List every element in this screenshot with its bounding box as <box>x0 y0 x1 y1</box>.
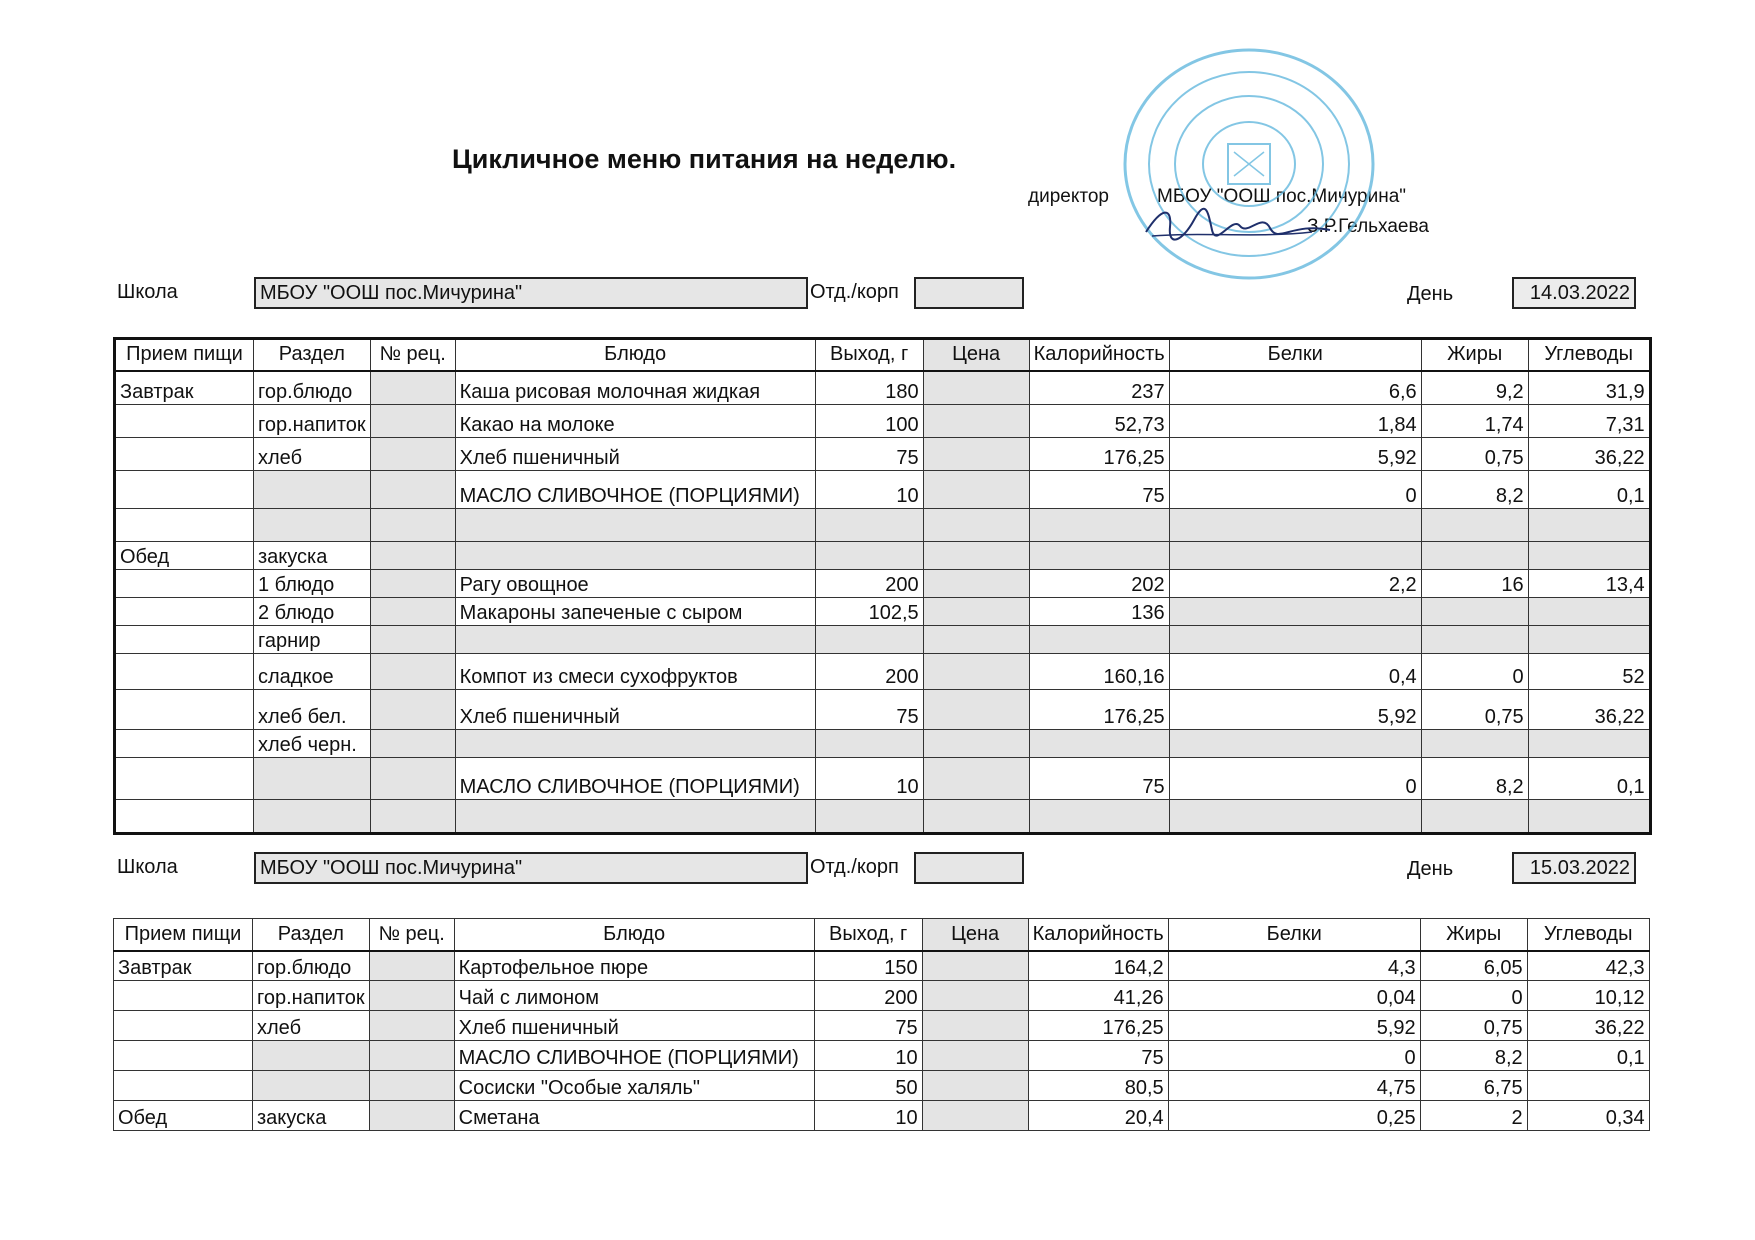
cell-price <box>922 1011 1028 1041</box>
cell-dish: Каша рисовая молочная жидкая <box>455 371 815 405</box>
cell-rec <box>369 1101 454 1131</box>
cell-dish <box>455 800 815 834</box>
cell-out: 10 <box>815 471 923 509</box>
table-header-row <box>114 919 1650 951</box>
cell-prot: 0,25 <box>1168 1101 1420 1131</box>
table-row <box>114 1071 1650 1101</box>
day-label: День <box>1407 283 1454 305</box>
table-row <box>115 371 1651 405</box>
cell-dish: Какао на молоке <box>455 405 815 438</box>
cell-kcal <box>1029 800 1169 834</box>
column-header: Углеводы <box>1528 339 1650 371</box>
cell-rec <box>370 598 455 626</box>
cell-carb <box>1528 509 1650 542</box>
school-field: МБОУ "ООШ пос.Мичурина" <box>254 852 808 884</box>
table-row <box>115 800 1651 834</box>
cell-price <box>923 371 1029 405</box>
cell-out: 75 <box>815 690 923 730</box>
meal-name-cell <box>114 981 253 1011</box>
cell-price <box>923 471 1029 509</box>
column-header: Калорийность <box>1029 339 1169 371</box>
cell-section: хлеб бел. <box>254 690 371 730</box>
menu-table <box>113 918 1650 1131</box>
cell-prot <box>1169 730 1421 758</box>
cell-price <box>923 598 1029 626</box>
cell-fat <box>1421 542 1528 570</box>
approval-name: З.Р.Гельхаева <box>1307 216 1429 237</box>
column-header: Жиры <box>1421 339 1528 371</box>
cell-rec <box>370 730 455 758</box>
cell-price <box>923 730 1029 758</box>
cell-kcal <box>1029 509 1169 542</box>
table-row <box>115 730 1651 758</box>
column-header: № рец. <box>369 919 454 951</box>
cell-rec <box>370 542 455 570</box>
meal-name-cell <box>114 1011 253 1041</box>
meal-name-cell <box>115 570 254 598</box>
approval-org: МБОУ "ООШ пос.Мичурина" <box>1157 186 1407 207</box>
table-header-row <box>115 339 1651 371</box>
table-row <box>115 471 1651 509</box>
cell-carb <box>1527 1071 1649 1101</box>
cell-kcal: 176,25 <box>1029 438 1169 471</box>
meal-name-cell <box>115 800 254 834</box>
cell-out: 75 <box>814 1011 922 1041</box>
dept-label: Отд./корп <box>810 281 899 303</box>
cell-section: гор.блюдо <box>253 951 370 981</box>
cell-price <box>922 1071 1028 1101</box>
cell-fat: 0,75 <box>1421 690 1528 730</box>
cell-price <box>923 758 1029 800</box>
cell-carb: 13,4 <box>1528 570 1650 598</box>
cell-fat: 0 <box>1421 654 1528 690</box>
column-header: Выход, г <box>814 919 922 951</box>
cell-dish: Хлеб пшеничный <box>455 690 815 730</box>
cell-rec <box>370 800 455 834</box>
cell-prot <box>1169 542 1421 570</box>
cell-price <box>923 509 1029 542</box>
cell-dish: Сметана <box>454 1101 814 1131</box>
cell-rec <box>370 570 455 598</box>
cell-section <box>253 1041 370 1071</box>
dept-field <box>914 277 1024 309</box>
table-row <box>115 438 1651 471</box>
meal-name-cell: Обед <box>114 1101 253 1131</box>
table-row <box>115 598 1651 626</box>
table-row <box>114 981 1650 1011</box>
table-row <box>115 758 1651 800</box>
cell-carb <box>1528 626 1650 654</box>
column-header: Цена <box>922 919 1028 951</box>
meal-name-cell <box>115 438 254 471</box>
cell-out: 200 <box>815 654 923 690</box>
cell-section: гор.напиток <box>254 405 371 438</box>
cell-prot: 1,84 <box>1169 405 1421 438</box>
cell-carb: 0,34 <box>1527 1101 1649 1131</box>
cell-out: 10 <box>815 758 923 800</box>
table-row <box>115 405 1651 438</box>
cell-dish: Рагу овощное <box>455 570 815 598</box>
date-field: 15.03.2022 <box>1512 852 1636 884</box>
cell-price <box>923 690 1029 730</box>
cell-kcal <box>1029 542 1169 570</box>
cell-rec <box>370 371 455 405</box>
meal-name-cell <box>115 598 254 626</box>
cell-dish: Картофельное пюре <box>454 951 814 981</box>
cell-section <box>254 471 371 509</box>
school-field: МБОУ "ООШ пос.Мичурина" <box>254 277 808 309</box>
cell-fat: 6,75 <box>1420 1071 1527 1101</box>
cell-dish: Сосиски "Особые халяль" <box>454 1071 814 1101</box>
meal-name-cell <box>115 654 254 690</box>
cell-rec <box>369 951 454 981</box>
meal-name-cell: Завтрак <box>114 951 253 981</box>
cell-dish <box>455 509 815 542</box>
cell-kcal: 176,25 <box>1028 1011 1168 1041</box>
cell-price <box>922 981 1028 1011</box>
cell-section <box>254 800 371 834</box>
cell-fat: 9,2 <box>1421 371 1528 405</box>
cell-section: хлеб черн. <box>254 730 371 758</box>
column-header: Углеводы <box>1527 919 1649 951</box>
cell-section: гор.блюдо <box>254 371 371 405</box>
cell-out: 75 <box>815 438 923 471</box>
cell-rec <box>369 981 454 1011</box>
cell-rec <box>370 471 455 509</box>
meal-name-cell <box>115 405 254 438</box>
cell-section <box>254 758 371 800</box>
table-row <box>114 951 1650 981</box>
cell-kcal <box>1029 626 1169 654</box>
meal-name-cell <box>115 471 254 509</box>
column-header: Жиры <box>1420 919 1527 951</box>
cell-section: гор.напиток <box>253 981 370 1011</box>
cell-fat: 0 <box>1420 981 1527 1011</box>
cell-price <box>922 1101 1028 1131</box>
column-header: Раздел <box>253 919 370 951</box>
cell-rec <box>370 438 455 471</box>
cell-dish: МАСЛО СЛИВОЧНОЕ (ПОРЦИЯМИ) <box>455 758 815 800</box>
cell-section <box>254 509 371 542</box>
column-header: Цена <box>923 339 1029 371</box>
column-header: Блюдо <box>454 919 814 951</box>
cell-dish: Хлеб пшеничный <box>455 438 815 471</box>
meal-name-cell <box>115 626 254 654</box>
table-row <box>115 542 1651 570</box>
cell-dish <box>455 730 815 758</box>
cell-prot: 5,92 <box>1169 438 1421 471</box>
meal-name-cell <box>115 690 254 730</box>
cell-kcal: 80,5 <box>1028 1071 1168 1101</box>
cell-price <box>923 438 1029 471</box>
cell-prot: 2,2 <box>1169 570 1421 598</box>
table-row <box>114 1041 1650 1071</box>
column-header: № рец. <box>370 339 455 371</box>
cell-prot: 0,04 <box>1168 981 1420 1011</box>
cell-carb: 36,22 <box>1528 438 1650 471</box>
dept-label: Отд./корп <box>810 856 899 878</box>
cell-prot: 0 <box>1169 471 1421 509</box>
column-header: Белки <box>1169 339 1421 371</box>
cell-carb <box>1528 800 1650 834</box>
cell-dish: Макароны запеченые с сыром <box>455 598 815 626</box>
cell-prot: 6,6 <box>1169 371 1421 405</box>
table-row <box>114 1101 1650 1131</box>
cell-out: 10 <box>814 1101 922 1131</box>
cell-carb: 0,1 <box>1528 471 1650 509</box>
column-header: Раздел <box>254 339 371 371</box>
cell-kcal: 176,25 <box>1029 690 1169 730</box>
cell-section: закуска <box>253 1101 370 1131</box>
school-label: Школа <box>117 281 178 303</box>
cell-fat: 1,74 <box>1421 405 1528 438</box>
cell-kcal: 75 <box>1029 758 1169 800</box>
cell-dish: Компот из смеси сухофруктов <box>455 654 815 690</box>
cell-carb <box>1528 598 1650 626</box>
cell-fat: 6,05 <box>1420 951 1527 981</box>
cell-out: 10 <box>814 1041 922 1071</box>
cell-carb: 10,12 <box>1527 981 1649 1011</box>
table-row <box>115 690 1651 730</box>
cell-price <box>922 1041 1028 1071</box>
cell-rec <box>370 509 455 542</box>
cell-rec <box>370 405 455 438</box>
cell-section <box>253 1071 370 1101</box>
cell-kcal: 20,4 <box>1028 1101 1168 1131</box>
table-row <box>115 570 1651 598</box>
meal-name-cell <box>114 1041 253 1071</box>
cell-dish: МАСЛО СЛИВОЧНОЕ (ПОРЦИЯМИ) <box>454 1041 814 1071</box>
cell-section: хлеб <box>254 438 371 471</box>
cell-prot: 5,92 <box>1168 1011 1420 1041</box>
cell-out: 50 <box>814 1071 922 1101</box>
meal-name-cell <box>115 758 254 800</box>
cell-rec <box>370 654 455 690</box>
dept-field <box>914 852 1024 884</box>
cell-rec <box>369 1011 454 1041</box>
cell-kcal: 41,26 <box>1028 981 1168 1011</box>
cell-prot: 4,3 <box>1168 951 1420 981</box>
cell-carb: 36,22 <box>1527 1011 1649 1041</box>
column-header: Калорийность <box>1028 919 1168 951</box>
cell-rec <box>369 1041 454 1071</box>
cell-price <box>923 626 1029 654</box>
cell-prot: 0 <box>1168 1041 1420 1071</box>
cell-fat <box>1421 598 1528 626</box>
cell-out <box>815 800 923 834</box>
cell-out: 200 <box>815 570 923 598</box>
cell-dish <box>455 626 815 654</box>
cell-dish: Чай с лимоном <box>454 981 814 1011</box>
cell-section: сладкое <box>254 654 371 690</box>
cell-prot: 0,4 <box>1169 654 1421 690</box>
cell-out <box>815 509 923 542</box>
cell-section: 1 блюдо <box>254 570 371 598</box>
cell-prot <box>1169 800 1421 834</box>
column-header: Прием пищи <box>115 339 254 371</box>
column-header: Белки <box>1168 919 1420 951</box>
cell-out: 180 <box>815 371 923 405</box>
signature <box>1142 202 1332 248</box>
column-header: Выход, г <box>815 339 923 371</box>
cell-out <box>815 730 923 758</box>
cell-fat: 8,2 <box>1421 471 1528 509</box>
cell-out: 200 <box>814 981 922 1011</box>
table-row <box>115 654 1651 690</box>
cell-prot <box>1169 598 1421 626</box>
cell-carb <box>1528 542 1650 570</box>
column-header: Прием пищи <box>114 919 253 951</box>
menu-table <box>113 337 1652 835</box>
date-field: 14.03.2022 <box>1512 277 1636 309</box>
cell-fat <box>1421 509 1528 542</box>
cell-section: хлеб <box>253 1011 370 1041</box>
cell-section: 2 блюдо <box>254 598 371 626</box>
cell-kcal: 75 <box>1028 1041 1168 1071</box>
meal-name-cell: Обед <box>115 542 254 570</box>
cell-kcal: 52,73 <box>1029 405 1169 438</box>
cell-fat <box>1421 800 1528 834</box>
cell-prot <box>1169 509 1421 542</box>
page-title: Цикличное меню питания на неделю. <box>452 144 957 174</box>
column-header: Блюдо <box>455 339 815 371</box>
cell-out: 150 <box>814 951 922 981</box>
cell-carb: 31,9 <box>1528 371 1650 405</box>
cell-kcal: 75 <box>1029 471 1169 509</box>
cell-fat: 0,75 <box>1420 1011 1527 1041</box>
approval-position: директор <box>1028 186 1109 207</box>
meal-name-cell: Завтрак <box>115 371 254 405</box>
cell-carb: 7,31 <box>1528 405 1650 438</box>
cell-prot <box>1169 626 1421 654</box>
meal-name-cell <box>114 1071 253 1101</box>
cell-price <box>923 570 1029 598</box>
table-row <box>114 1011 1650 1041</box>
cell-kcal: 136 <box>1029 598 1169 626</box>
cell-out: 100 <box>815 405 923 438</box>
cell-rec <box>369 1071 454 1101</box>
cell-rec <box>370 758 455 800</box>
cell-carb: 0,1 <box>1528 758 1650 800</box>
cell-rec <box>370 626 455 654</box>
cell-kcal: 202 <box>1029 570 1169 598</box>
cell-price <box>923 800 1029 834</box>
cell-fat: 8,2 <box>1421 758 1528 800</box>
cell-price <box>922 951 1028 981</box>
cell-prot: 5,92 <box>1169 690 1421 730</box>
cell-fat <box>1421 730 1528 758</box>
cell-kcal: 164,2 <box>1028 951 1168 981</box>
cell-price <box>923 654 1029 690</box>
table-row <box>115 509 1651 542</box>
cell-section: закуска <box>254 542 371 570</box>
stamp-seal <box>1118 44 1380 284</box>
cell-out <box>815 542 923 570</box>
table-row <box>115 626 1651 654</box>
cell-fat: 2 <box>1420 1101 1527 1131</box>
cell-dish <box>455 542 815 570</box>
cell-carb: 42,3 <box>1527 951 1649 981</box>
cell-fat: 16 <box>1421 570 1528 598</box>
cell-kcal: 160,16 <box>1029 654 1169 690</box>
cell-out: 102,5 <box>815 598 923 626</box>
cell-fat <box>1421 626 1528 654</box>
cell-fat: 0,75 <box>1421 438 1528 471</box>
cell-out <box>815 626 923 654</box>
cell-prot: 4,75 <box>1168 1071 1420 1101</box>
meal-name-cell <box>115 730 254 758</box>
cell-kcal: 237 <box>1029 371 1169 405</box>
cell-carb: 0,1 <box>1527 1041 1649 1071</box>
cell-carb <box>1528 730 1650 758</box>
cell-carb: 52 <box>1528 654 1650 690</box>
day-label: День <box>1407 858 1454 880</box>
cell-price <box>923 405 1029 438</box>
cell-rec <box>370 690 455 730</box>
cell-fat: 8,2 <box>1420 1041 1527 1071</box>
school-label: Школа <box>117 856 178 878</box>
cell-dish: Хлеб пшеничный <box>454 1011 814 1041</box>
cell-kcal <box>1029 730 1169 758</box>
cell-price <box>923 542 1029 570</box>
cell-prot: 0 <box>1169 758 1421 800</box>
meal-name-cell <box>115 509 254 542</box>
cell-carb: 36,22 <box>1528 690 1650 730</box>
cell-dish: МАСЛО СЛИВОЧНОЕ (ПОРЦИЯМИ) <box>455 471 815 509</box>
cell-section: гарнир <box>254 626 371 654</box>
